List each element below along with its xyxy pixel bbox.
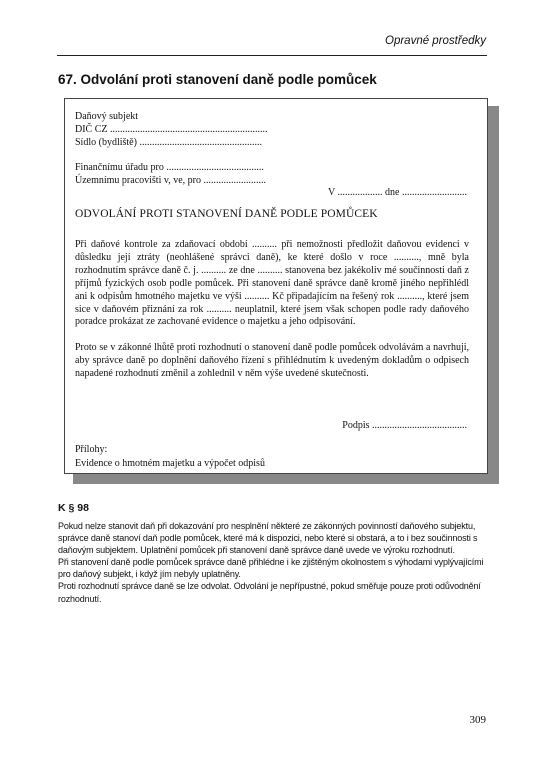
page-number: 309 — [469, 714, 486, 726]
law-paragraph-2: Při stanovení daně podle pomůcek správce daně přihlédne i ke zjištěným okolnostem s výhodami vyplývajícími pro daňový subjekt, i když jím nebyly uplatněny. — [58, 557, 484, 580]
body-paragraph-2: Proto se v zákonné lhůtě proti rozhodnutí o stanovení daně podle pomůcek odvolávám a navrhuji, aby správce daně po doplnění daňového řízení s přihlédnutím k uvedeným dokladům o odpisech napadené rozhodnutí změnil a zohlednil v něm výše uvedené skutečnosti. — [75, 342, 469, 379]
form-box — [64, 98, 488, 474]
sidlo-line: Sídlo (bydliště) ................................................. — [75, 137, 262, 148]
law-paragraph-3: Proti rozhodnutí správce daně se lze odvolat. Odvolání je nepřípustné, pokud směřuje pouze proti odůvodnění rozhodnutí. — [58, 581, 481, 604]
law-section-text — [58, 520, 488, 605]
subject-label: Daňový subjekt — [75, 111, 139, 122]
body-paragraph-1: Při daňové kontrole za zdaňovací období .......... při nemožnosti předložit daňovou evidenci v důsledku její ztráty (neohlášené správci daně), ke které došlo v roce .........., mně byla rozhodnutím správce daně č. j. .......... ze dne .......... stanovena bez jakékoliv mé součinnosti daň z příjmů fyzických osob podle pomůcek. Při stanovení daně správce daně kromě jiného nepřihlédl ani k odpisům hmotného majetku ve výši .......... Kč připadajícím na řešený rok .........., které jsem sice v daňovém přiznání za rok .......... neuplatnil, které jsem však schopen podle rady daňového poradce prokázat ze zachované evidence o majetku a jeho odpisování. — [75, 239, 469, 328]
dic-line: DIČ CZ ............................................................... — [75, 124, 268, 135]
attachments-item: Evidence o hmotném majetku a výpočet odpisů — [75, 458, 265, 469]
section-title: 67. Odvolání proti stanovení daně podle pomůcek — [58, 72, 377, 87]
law-paragraph-1: Pokud nelze stanovit daň při dokazování pro nesplnění některé ze zákonných povinností daňového subjektu, správce daně stanoví daň podle pomůcek, které má k dispozici, nebo které si obstará, a to i bez součinnosti s daňovým subjektem. Uplatnění pomůcek při stanovení daně správce daně uvede ve výroku rozhodnutí. — [58, 521, 478, 556]
office-line: Finančnímu úřadu pro ....................................... — [75, 162, 264, 173]
date-line: V .................. dne .......................... — [328, 187, 467, 198]
attachments-label: Přílohy: — [75, 444, 108, 455]
document-title: ODVOLÁNÍ PROTI STANOVENÍ DANĚ PODLE POMŮCEK — [75, 208, 378, 220]
running-header: Opravné prostředky — [385, 35, 486, 47]
header-rule — [57, 55, 487, 56]
signature-line: Podpis ...................................... — [342, 420, 467, 431]
law-section-title: K § 98 — [58, 502, 89, 514]
workplace-line: Územnímu pracovišti v, ve, pro ......................... — [75, 175, 266, 186]
